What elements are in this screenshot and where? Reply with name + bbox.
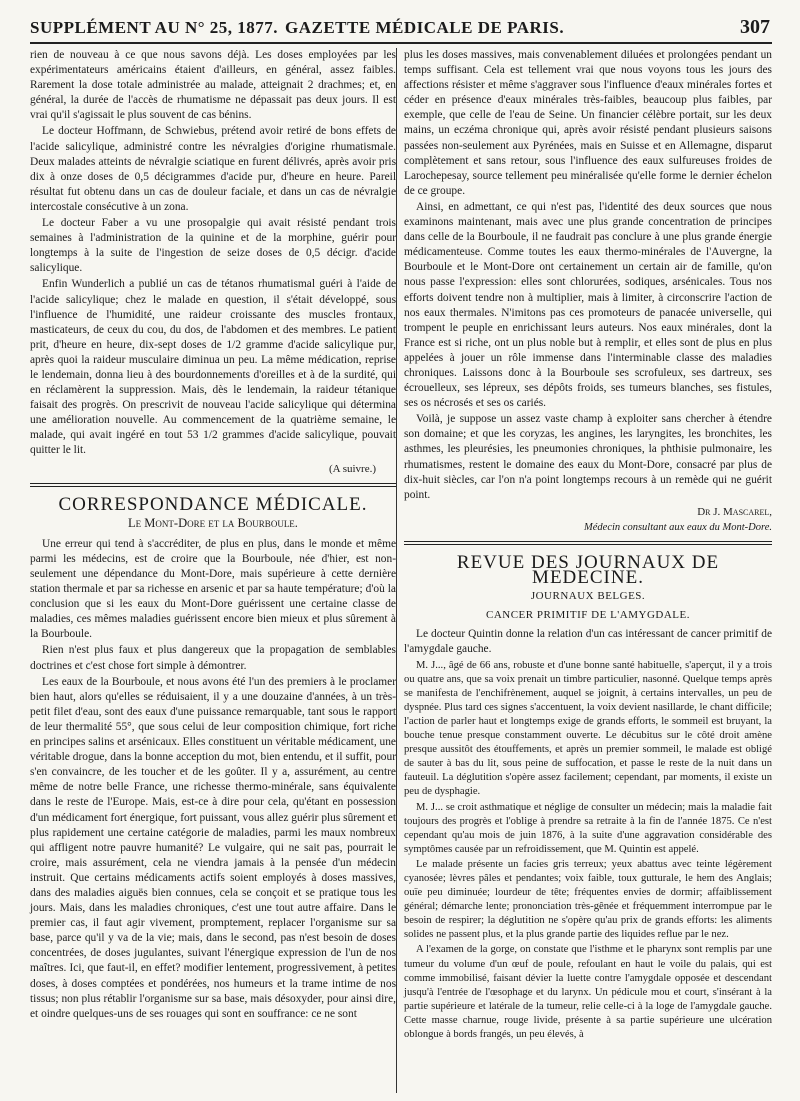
article-paragraph: M. J... se croit asthmatique et néglige de consulter un médecin; mais la maladie fait toujours des progrès et l'oblige à prendre sa retraite à la fin de l'année 1875. Ce n'est cependant qu'au mois de juin 1876, à la suite d'une aggravation considérable des symptômes causée par un refroidissement, que M. Quintin est appelé. <box>404 801 772 855</box>
article-paragraph: rien de nouveau à ce que nous savons déjà. Les doses employées par les expérimentateurs américains étaient d'ailleurs, en général, assez faibles. Rarement la dose totale administrée au malade, atteignait 2 drachmes; et, en général, la durée de l'accès de rhumatisme ne dépassait pas deux jours. Il est vrai qu'il s'agissait le plus souvent de cas bénins. <box>30 49 396 122</box>
article-paragraph: Les eaux de la Bourboule, et nous avons été l'un des premiers à le proclamer bien haut, alors qu'elles se réduisaient, il y a une douzaine d'années, à un très-petit filet d'eau, sont des eaux d'une puissance remarquable, tant sous le rapport de leur thermalité 55°, que sous celui de leur composition chimique, fort riche en principes salins et arsénicaux. Elles constituent un véritable médicament, une véritable drogue, dans la bonne acception du mot, bien entendu, et il suffit, pour s'en convaincre, de les toucher et de les goûter. Il y a, assurément, au centre même de notre belle France, une richesse thermo-minérale, sans équivalente dans le reste de l'Europe. Mais, est-ce à dire pour cela, qu'étant en possession d'un médicament fort énergique, fort puissant, vous allez guérir plus sûrement et plus rapidement une certaine catégorie de maladies, parmi les maux nombreux qui affligent notre pauvre humanité? Le vulgaire, qui ne sait pas, pourrait le croire, mais assurément, cela ne viendra jamais à la pensée d'un médecin instruit. Que certains médicaments actifs soient employés à doses massives, dans des maladies aiguës bien connues, cela se conçoit et se pratique tous les jours. Mais, dans les maladies chroniques, c'est une tout autre affaire. Dans le premier cas, il faut agir vivement, promptement, replacer l'organisme sur sa base, parce qu'il y va de la vie; mais, dans le second, pas n'est besoin de doses concentrées, de doses jugulantes, suivant l'énergique expression de l'un de nos maîtres. Ici, que faut-il, en effet? modifier lentement, progressivement, à petites doses, à doses comptées et pondérées, nos humeurs et la trame intime de nos tissus; non plus rétablir l'organisme sur sa base, mais désoxyder, pour ainsi dire, et oindre quelques-uns de ses rouages qui sont en souffrance: ce ne sont <box>30 675 396 1020</box>
right-column <box>404 48 772 1043</box>
article-paragraph: Enfin Wunderlich a publié un cas de tétanos rhumatismal guéri à l'aide de l'acide salicylique; chez le malade en question, il s'était développé, sous l'influence de l'humidité, une raideur croissante des muscles frontaux, masticateurs, de ceux du cou, du dos, de l'abdomen et des membres. Le patient prit, d'heure en heure, dix-sept doses de 1/2 gramme d'acide salicylique pur, après quoi la raideur musculaire diminua un peu. La même médication, reprise le lendemain, donna lieu à des bourdonnements d'oreilles et à de la surdité, qui en réclamèrent la suppression. Mais, dès le lendemain, la raideur tétanique faisait des progrès. On prescrivit de nouveau l'acide salicylique qui détermina une amélioration nouvelle. Au commencement de la quatrième semaine, le malade, qui avait ingéré en tout 53 1/2 grammes d'acide salicylique, pouvait quitter le lit. <box>30 278 396 457</box>
case-report <box>404 659 772 1043</box>
article-paragraph: Une erreur qui tend à s'accréditer, de plus en plus, dans le monde et même parmi les médecins, est de croire que la Bourboule, née d'hier, est non-seulement une dépendance du Mont-Dore, mais supérieure à cette dernière station thermale et par sa richesse en arsenic et par sa haute température; d'où la conclusion que si les eaux du Mont-Dore guérissent une certaine classe de maladies, ces mêmes maladies guérissent encore bien mieux et plus sûrement à la Bourboule. <box>30 537 396 641</box>
article-paragraph: plus les doses massives, mais convenablement diluées et prolongées pendant un temps suffisant. Cela est tellement vrai que nous voyons tous les jours des affections résister et même s'aggraver sous l'influence d'eaux minérales fortes et céder en présence d'eaux minérales très-faibles, beaucoup plus faibles, par exemple, que celle de l'eau de Seine. Un financier célèbre portait, sur les deux mains, un eczéma chronique qui, après avoir résisté pendant plusieurs saisons passées non-seulement aux Pyrénées, mais en Suisse et en Allemagne, disparut complètement et sans retour, sous l'influence des eaux sulfureuses froides de Larochepesay, source tellement peu minéralisée qu'elle forme le dernier échelon de ce groupe. <box>404 49 772 197</box>
article-paragraph: Rien n'est plus faux et plus dangereux que la propagation de semblables doctrines et c'est chose fort simple à démontrer. <box>30 644 396 672</box>
section-title: CORRESPONDANCE MÉDICALE. <box>58 493 368 515</box>
topic-title: CANCER PRIMITIF DE L'AMYGDALE. <box>486 609 690 622</box>
author-name: Dr J. Mascarel, <box>697 505 772 518</box>
section-divider <box>404 541 772 545</box>
left-column <box>30 48 396 1023</box>
author-signature <box>404 505 772 535</box>
journal-title: GAZETTE MÉDICALE DE PARIS. <box>285 18 565 37</box>
article-paragraph: Le docteur Quintin donne la relation d'un cas intéressant de cancer primitif de l'amygdale gauche. <box>404 628 772 656</box>
column-divider <box>396 48 397 1093</box>
page-number: 307 <box>740 16 770 38</box>
supplement-label: SUPPLÉMENT AU N° 25, 1877. <box>30 18 279 37</box>
article-paragraph: M. J..., âgé de 66 ans, robuste et d'une bonne santé habituelle, s'aperçut, il y a trois ou quatre ans, que sa voix prenait un timbre particulier, nasonné. Quelque temps après se manifesta de l'enchifrènement, auquel se joignit, à certains intervalles, un peu de dyspnée. Plus tard ces signes s'accentuent, la voix devient nasillarde, le chant difficile; l'action de parler haut et longtemps exige de grands efforts, le sommeil est bruyant, la bouche tenue presque constamment ouverte. Le décubitus sur le côté droit amène presque aussitôt des étouffements, et après un premier sommeil, le malade est obligé de sauter à bas du lit, sous peine de suffocation, et passe le reste de la nuit dans un fauteuil. La déglutition s'opère assez facilement; cependant, par moments, il existe un peu de dysphagie. <box>404 659 772 798</box>
article-paragraph: A l'examen de la gorge, on constate que l'isthme et le pharynx sont remplis par une tumeur du volume d'un œuf de poule, refoulant en haut le voile du palais, qui est comme immobilisé, faisant dévier la luette contre l'amygdale opposée et descendant jusqu'à l'entrée de l'œsophage et du larynx. Un pédicule mou et court, s'insérant à la partie supérieure et latérale de la tumeur, relie celle-ci à la loge de l'amygdale gauche. Cette masse charnue, rouge livide, présente à sa partie supérieure une ulcération oblongue à bords frangés, un peu élevés, à <box>404 944 772 1040</box>
article-paragraph: Le docteur Faber a vu une prosopalgie qui avait résisté pendant trois semaines à l'administration de la quinine et de la morphine, guérir pour longtemps à la suite de l'ingestion de seize doses de 0,5 décigr. d'acide salicylique. <box>30 217 396 275</box>
article-paragraph: Le docteur Hoffmann, de Schwiebus, prétend avoir retiré de bons effets de l'acide salicylique, administré contre les névralgies d'origine rhumatismale. Deux malades atteints de névralgie sciatique en furent délivrés, après avoir pris dix à onze doses de 0,5 décigrammes d'acide pur, d'heure en heure. Pareil résultat fut obtenu dans un cas de douleur faciale, et dans un cas de névralgie intercostale consécutive à un zona. <box>30 125 396 213</box>
section-title: REVUE DES JOURNAUX DE MEDECINE. <box>456 552 720 589</box>
article-paragraph: Voilà, je suppose un assez vaste champ à exploiter sans chercher à étendre son domaine; et que les coryzas, les angines, les laryngites, les bronchites, les asthmes, les pleurésies, les pneumonies chroniques, la phthisie pulmonaire, les rhumatismes, restent le domaine des eaux du Mont-Dore, consacré par plus de dix-huit siècles, car l'on n'a point longtemps recours à un remède qui ne guérit point. <box>404 413 772 501</box>
author-role: Médecin consultant aux eaux du Mont-Dore. <box>584 521 772 533</box>
page-header <box>30 8 772 44</box>
article-paragraph: Le malade présente un facies gris terreux; yeux abattus avec teinte légèrement cyanosée; lèvres pâles et pendantes; voix faible, toux gutturale, le hem des Anglais; ouïe peu diminuée; lourdeur de tête; fréquentes envies de dormir; affaiblissement général; démarche lente; prononciation très-gênée et fréquemment interrompue par le besoin de respirer; la déglutition ne s'opère qu'au prix de grands efforts: les aliments solides ne passent plus, et la plus grande partie des liquides reflue par le nez. <box>404 858 772 941</box>
section-subtitle: Le Mont-Dore et la Bourboule. <box>128 515 298 530</box>
article-paragraph: Ainsi, en admettant, ce qui n'est pas, l'identité des deux sources que nous examinons maintenant, mais avec une plus grande concentration de principes dans celle de la Bourboule, il ne faudrait pas conclure à une plus grande énergie médicamenteuse. Comme toutes les eaux thermo-minérales de l'Auvergne, la Bourboule et le Mont-Dore ont certainement un certain air de famille, qu'on nous passe l'expression: elles sont chlorurées, sodiques, arsénicales. Tous nos efforts doivent tendre non à multiplier, mais à limiter, à circonscrire l'action de nos eaux thermales. N'imitons pas ces promoteurs de panacée universelle, qui trompent le peuple en enrichissant leurs auteurs. Nos eaux minérales, dont la France est si riche, ont un plus noble but à remplir, et elles sont de plus en plus appelées à jouer un rôle immense dans l'interminable classe des maladies chroniques. Laissons donc à la Bourboule ses scrofuleux, ses dartreux, ses écrouelleux, ses lépreux, ses dépôts froids, ses tumeurs blanches, ses fistules, ses os nécrosés et ses os cariés. <box>404 200 772 410</box>
section-subtitle: JOURNAUX BELGES. <box>530 590 646 603</box>
section-divider <box>30 483 396 487</box>
continued-label: (A suivre.) <box>328 462 376 475</box>
